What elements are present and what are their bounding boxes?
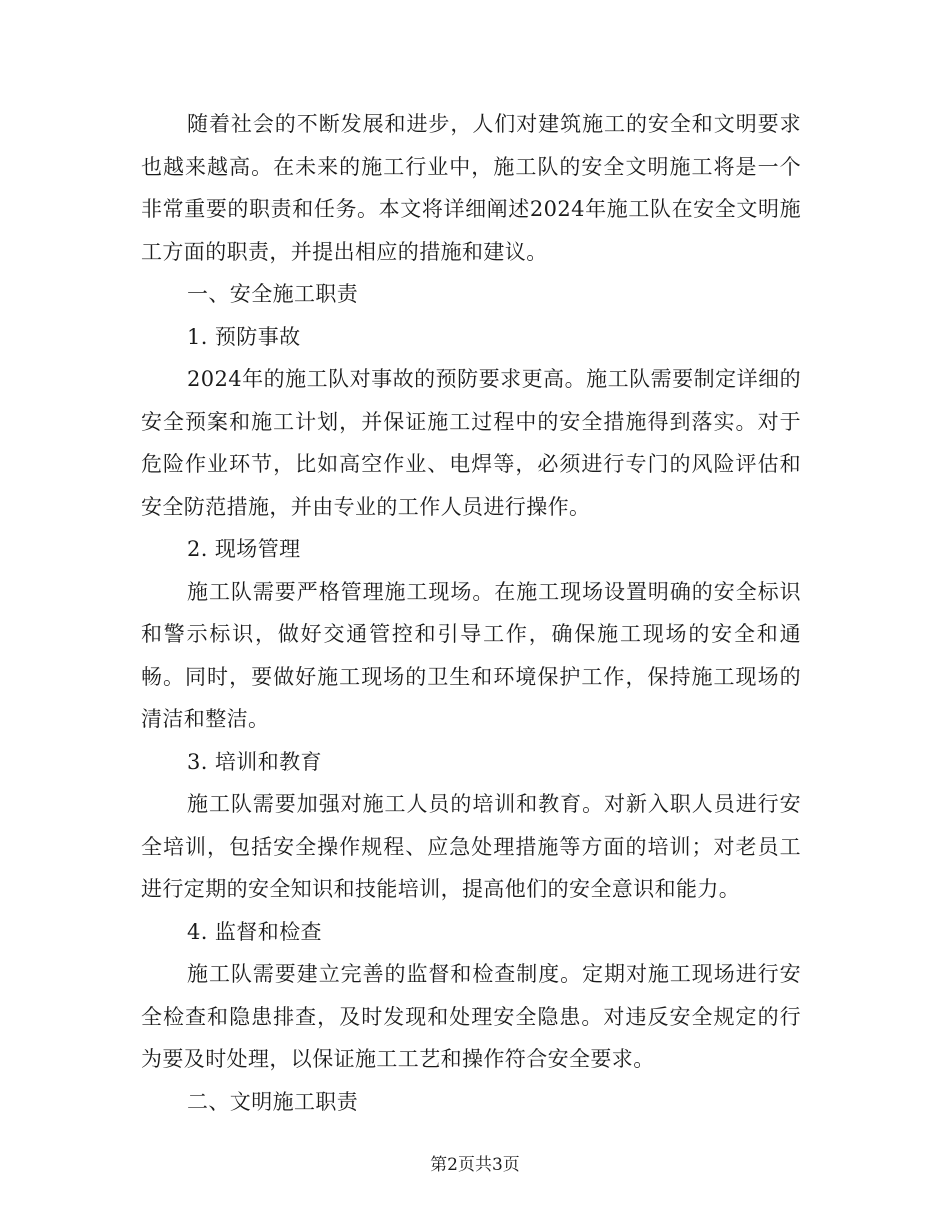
- subheading-site-management: 2. 现场管理: [187, 537, 301, 561]
- paragraph-accident-prevention: 2024年的施工队对事故的预防要求更高。施工队需要制定详细的安全预案和施工计划，并保证施工过程中的安全措施得到落实。对于危险作业环节，比如高空作业、电焊等，必须进行专门的风险评估和安全防范措施，并由专业的工作人员进行操作。: [141, 367, 801, 519]
- subheading-training: 3. 培训和教育: [187, 749, 322, 774]
- page-number-footer: 第2页共3页: [430, 1155, 520, 1175]
- intro-paragraph: 随着社会的不断发展和进步，人们对建筑施工的安全和文明要求也越来越高。在未来的施工行业中，施工队的安全文明施工将是一个非常重要的职责和任务。本文将详细阐述2024年施工队在安全文明施工方面的职责，并提出相应的措施和建议。: [141, 112, 801, 264]
- section-heading-safety: 一、安全施工职责: [187, 282, 359, 306]
- paragraph-supervision: 施工队需要建立完善的监督和检查制度。定期对施工现场进行安全检查和隐患排查，及时发现和处理安全隐患。对违反安全规定的行为要及时处理，以保证施工工艺和操作符合安全要求。: [141, 962, 801, 1071]
- subheading-accident-prevention: 1. 预防事故: [187, 324, 301, 349]
- paragraph-training: 施工队需要加强对施工人员的培训和教育。对新入职人员进行安全培训，包括安全操作规程、应急处理措施等方面的培训；对老员工进行定期的安全知识和技能培训，提高他们的安全意识和能力。: [141, 792, 801, 901]
- subheading-supervision: 4. 监督和检查: [187, 919, 322, 944]
- paragraph-site-management: 施工队需要严格管理施工现场。在施工现场设置明确的安全标识和警示标识，做好交通管控和引导工作，确保施工现场的安全和通畅。同时，要做好施工现场的卫生和环境保护工作，保持施工现场的清洁和整洁。: [141, 579, 801, 731]
- section-heading-civilized: 二、文明施工职责: [187, 1089, 359, 1114]
- document-body: [141, 103, 801, 1123]
